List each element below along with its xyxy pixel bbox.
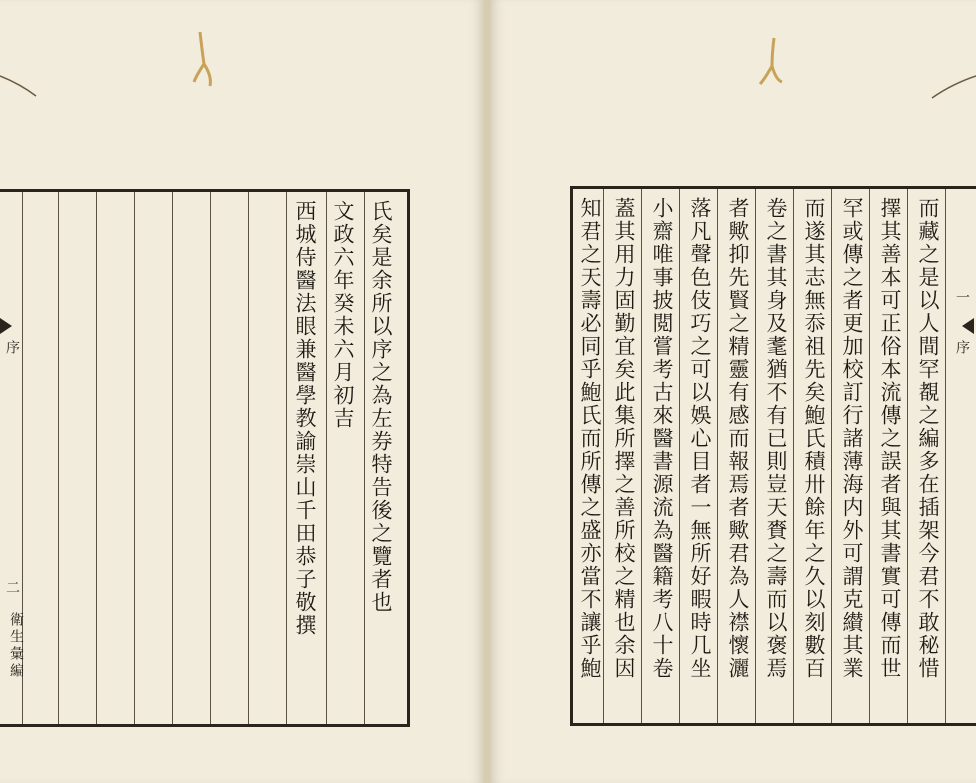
binding-thread-edge-right xyxy=(930,72,976,102)
right-margin-page-number: 一 xyxy=(954,290,970,307)
binding-thread-edge-left xyxy=(0,68,42,102)
right-column-7: 落凡聲色伎巧之可以娛心目者一無所好暇時几坐 xyxy=(688,197,712,680)
right-column-9: 蓋其用力固勤宜矣此集所擇之善所校之精也余因 xyxy=(612,197,636,680)
left-fish-tail-mark xyxy=(0,318,12,334)
right-margin-title: 序 xyxy=(954,340,970,357)
right-column-1: 而藏之是以人間罕覩之編多在插架今君不敢秘惜 xyxy=(916,197,940,680)
right-column-5: 卷之書其身及耄猶不有已則豈天賚之壽而以褒焉 xyxy=(764,197,788,680)
binding-thread-right xyxy=(752,36,786,92)
left-column-1: 氏矣是余所以序之為左券特告後之覽者也 xyxy=(369,200,393,614)
left-margin-book-title: 衛生彙編 xyxy=(8,612,24,680)
right-column-10: 知君之天壽必同乎鮑氏而所傳之盛亦當不讓乎鮑 xyxy=(578,197,602,680)
right-column-8: 小齋唯事披閲嘗考古來醫書源流為醫籍考八十卷 xyxy=(650,197,674,680)
left-margin-title: 序 xyxy=(4,340,20,357)
right-fish-tail-mark xyxy=(962,318,974,334)
right-column-4: 而遂其志無忝祖先矣鮑氏積卅餘年之久以刻數百 xyxy=(802,197,826,680)
binding-thread-left xyxy=(190,30,220,90)
right-text-frame xyxy=(570,186,976,726)
left-margin-page-number: 二 xyxy=(4,580,20,597)
right-column-3: 罕或傳之者更加校訂行諸薄海内外可謂克纉其業 xyxy=(840,197,864,680)
left-column-3: 西城侍醫法眼兼醫學教諭崇山千田恭子敬撰 xyxy=(293,200,317,637)
left-column-2: 文政六年癸未六月初吉 xyxy=(331,200,355,430)
right-column-2: 擇其善本可正俗本流傳之誤者與其書實可傳而世 xyxy=(878,197,902,680)
right-column-6: 者歟抑先賢之精靈有感而報焉者歟君為人襟懷灑 xyxy=(726,197,750,680)
left-text-frame xyxy=(0,189,410,727)
